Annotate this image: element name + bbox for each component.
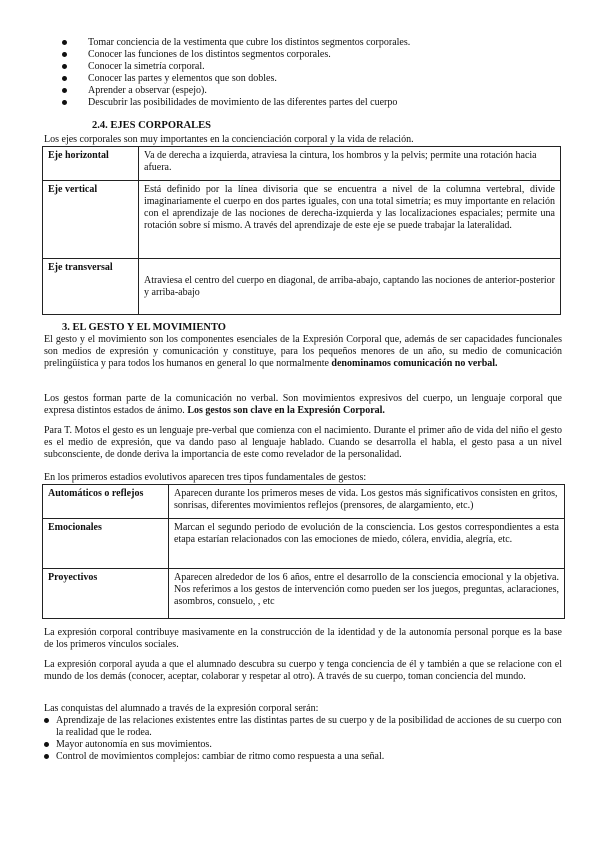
paragraph-1: El gesto y el movimiento son los componentes esenciales de la Expresión Corporal que, además de ser capacidades funcionales son medios de expresión y comunicación y constituye, para los pequeños menores de un año, su medio de comunicación prelingüística y para todos los humanos en general lo que normalmente denominamos comunicación no verbal. (44, 334, 562, 369)
table-cell-label: Automáticos o reflejos (43, 485, 169, 519)
table-cell-text: Atraviesa el centro del cuerpo en diagonal, de arriba-abajo, captando las nociones de anterior-posterior y arriba-abajo (139, 259, 561, 315)
table-cell-text: Aparecen durante los primeros meses de vida. Los gestos más significativos consisten en gritos, sonrisas, diferentes movimientos reflejos (prensores, de alargamiento, etc.) (169, 485, 565, 519)
ejes-table (42, 146, 561, 315)
table-cell-text: Va de derecha a izquierda, atraviesa la cintura, los hombros y la pelvis; permite una rotación hacia afuera. (139, 147, 561, 181)
table-cell-label: Eje transversal (43, 259, 139, 315)
conquests-intro: Las conquistas del alumnado a través de la expresión corporal serán: (44, 703, 319, 714)
table-row (43, 485, 565, 519)
list-item: Aprender a observar (espejo). (62, 85, 410, 97)
paragraph-2: Los gestos forman parte de la comunicación no verbal. Son movimientos expresivos del cuerpo, un lenguaje corporal que expresa distintos estados de ánimo. Los gestos son clave en la Expresión Corporal. (44, 393, 562, 416)
bullet-icon (62, 100, 67, 105)
section-heading-ejes: 2.4. EJES CORPORALES (92, 120, 212, 131)
bullet-icon (44, 718, 49, 723)
section-heading-gesto: 3. EL GESTO Y EL MOVIMIENTO (62, 322, 226, 333)
table-row (43, 569, 565, 619)
bullet-icon (62, 52, 67, 57)
ejes-intro: Los ejes corporales son muy importantes en la concienciación corporal y la vida de relación. (44, 134, 414, 145)
table-cell-label: Emocionales (43, 519, 169, 569)
list-item: Conocer la simetría corporal. (62, 61, 410, 73)
list-item: Control de movimientos complejos: cambiar de ritmo como respuesta a una señal. (44, 751, 562, 763)
table-row (43, 181, 561, 259)
bullet-icon (44, 742, 49, 747)
table-cell-label: Proyectivos (43, 569, 169, 619)
bullet-icon (44, 754, 49, 759)
list-item: Conocer las partes y elementos que son dobles. (62, 73, 410, 85)
list-item: Tomar conciencia de la vestimenta que cubre los distintos segmentos corporales. (62, 37, 410, 49)
conquests-list (44, 715, 562, 763)
table-cell-label: Eje vertical (43, 181, 139, 259)
list-item: Conocer las funciones de los distintos segmentos corporales. (62, 49, 410, 61)
table-cell-text: Aparecen alrededor de los 6 años, entre el desarrollo de la consciencia emocional y la objetiva. Nos referimos a los gestos de intervención como pueden ser los juegos, preguntas, aclaraciones, asombros, consuelo, , etc (169, 569, 565, 619)
list-item: Aprendizaje de las relaciones existentes entre las distintas partes de su cuerpo y de la posibilidad de acciones de su cuerpo con la realidad que le rodea. (44, 715, 562, 739)
bullet-icon (62, 88, 67, 93)
list-item: Mayor autonomía en sus movimientos. (44, 739, 562, 751)
table-cell-label: Eje horizontal (43, 147, 139, 181)
bullet-icon (62, 76, 67, 81)
paragraph-3: Para T. Motos el gesto es un lenguaje pre-verbal que comienza con el nacimiento. Durante el primer año de vida del niño el gesto es el medio de expresión, que va dando paso al lenguaje hablado. Cuando se desarrolla el habla, el gesto pasa a un nivel subconsciente, de donde deriva la importancia de este como revelador de la personalidad. (44, 425, 562, 460)
bullet-icon (62, 40, 67, 45)
table-row (43, 519, 565, 569)
table-row (43, 259, 561, 315)
paragraph-5: La expresión corporal ayuda a que el alumnado descubra su cuerpo y tenga conciencia de él y también a que se relacione con el mundo de los demás (conocer, aceptar, colaborar y respetar al otro). A través de su cuerpo, toman conciencia del mundo. (44, 659, 562, 682)
table-row (43, 147, 561, 181)
bullet-icon (62, 64, 67, 69)
gestos-table (42, 484, 565, 619)
gestos-intro: En los primeros estadios evolutivos aparecen tres tipos fundamentales de gestos: (44, 472, 367, 483)
objectives-list (62, 37, 410, 109)
table-cell-text: Está definido por la línea divisoria que se encuentra a nivel de la columna vertebral, divide imaginariamente el cuerpo en dos partes iguales, con una total simetría; es muy importante en relación con el aprendizaje de las nociones de derecha-izquierda y las localizaciones espaciales; permite una rotación sobre sí mismo. A través del aprendizaje de este eje se puede trabajar la lateralidad. (139, 181, 561, 259)
list-item: Descubrir las posibilidades de movimiento de las diferentes partes del cuerpo (62, 97, 410, 109)
paragraph-4: La expresión corporal contribuye masivamente en la construcción de la identidad y de la autonomía personal porque es la base de los primeros vínculos sociales. (44, 627, 562, 650)
table-cell-text: Marcan el segundo periodo de evolución de la consciencia. Los gestos correspondientes a esta etapa estarían relacionados con las emociones de miedo, cólera, envidia, alegría, etc. (169, 519, 565, 569)
